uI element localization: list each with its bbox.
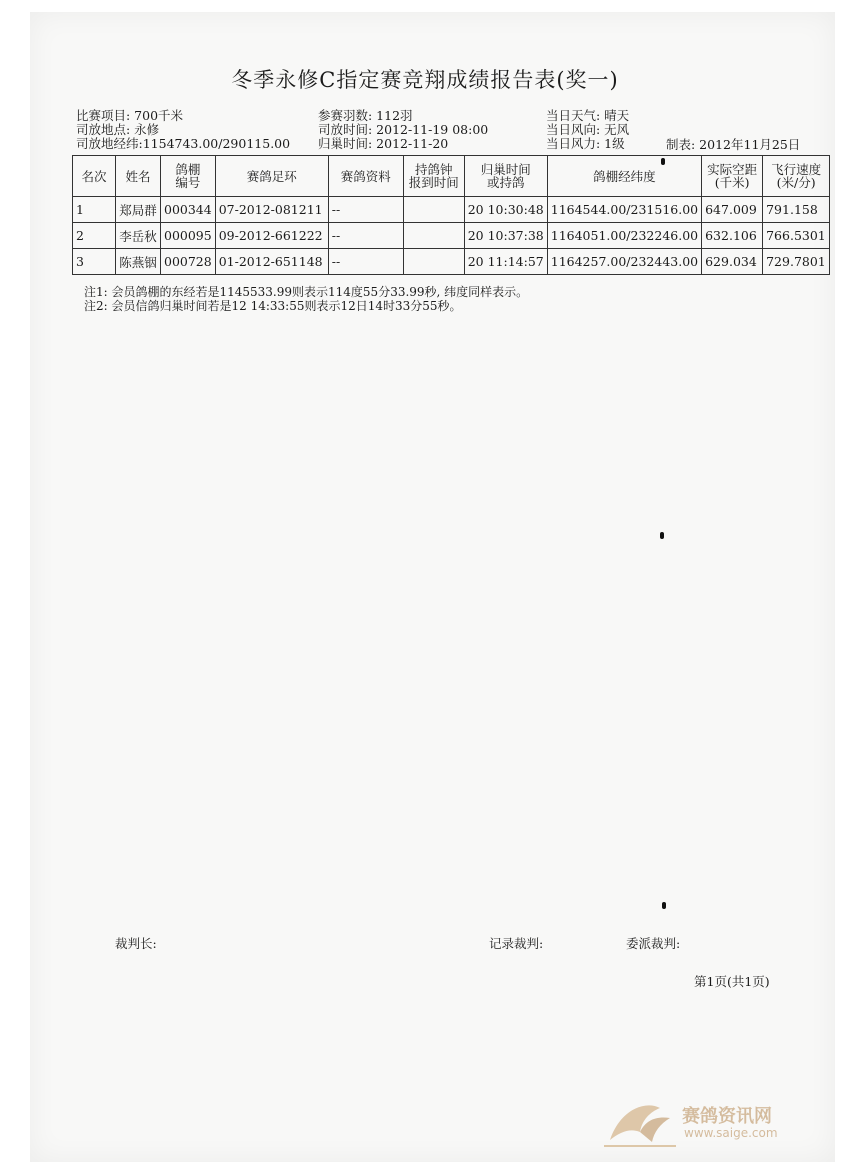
header-arrival: 归巢时间 或持鸽 — [464, 156, 547, 197]
cell-rank: 1 — [73, 197, 116, 223]
report-title: 冬季永修C指定赛竞翔成绩报告表(奖一) — [231, 68, 619, 92]
pigeon-logo-icon — [600, 1090, 680, 1150]
meta-column-left — [76, 109, 290, 151]
cell-ring: 09-2012-661222 — [215, 223, 328, 249]
cell-name: 陈燕铟 — [116, 249, 161, 275]
cell-speed: 729.7801 — [763, 249, 830, 275]
release-coords-field: 司放地经纬:1154743.00/290115.00 — [76, 136, 291, 151]
cell-coords: 1164544.00/231516.00 — [547, 197, 701, 223]
cell-name: 李岳秋 — [116, 223, 161, 249]
header-speed: 飞行速度 (米/分) — [763, 156, 830, 197]
cell-clock — [403, 197, 464, 223]
notes — [84, 285, 528, 313]
header-ring: 赛鸽足环 — [215, 156, 328, 197]
cell-speed: 766.5301 — [763, 223, 830, 249]
cell-ring: 01-2012-651148 — [215, 249, 328, 275]
page-number: 第1页(共1页) — [694, 974, 770, 989]
table-row — [73, 197, 830, 223]
release-place-field: 司放地点: 永修 — [76, 122, 160, 137]
header-rank: 名次 — [73, 156, 116, 197]
cell-clock — [403, 223, 464, 249]
table-header-row — [73, 156, 830, 197]
wind-direction-field: 当日风向: 无风 — [546, 122, 630, 137]
note-2: 注2: 会员信鸽归巢时间若是12 14:33:55则表示12日14时33分55秒。 — [84, 299, 462, 313]
table-row — [73, 249, 830, 275]
made-date: 制表: 2012年11月25日 — [666, 137, 801, 152]
cell-arrival: 20 10:30:48 — [464, 197, 547, 223]
release-time-field: 司放时间: 2012-11-19 08:00 — [318, 122, 489, 137]
results-table — [72, 155, 830, 275]
cell-ring: 07-2012-081211 — [215, 197, 328, 223]
cell-loft: 000728 — [161, 249, 216, 275]
cell-distance: 632.106 — [702, 223, 763, 249]
header-name: 姓名 — [116, 156, 161, 197]
header-info: 赛鸽资料 — [328, 156, 403, 197]
scan-speck — [662, 902, 666, 909]
cell-arrival: 20 10:37:38 — [464, 223, 547, 249]
cell-loft: 000095 — [161, 223, 216, 249]
cell-distance: 629.034 — [702, 249, 763, 275]
cell-arrival: 20 11:14:57 — [464, 249, 547, 275]
cell-coords: 1164051.00/232246.00 — [547, 223, 701, 249]
chief-judge-label: 裁判长: — [115, 936, 157, 951]
event-field: 比赛项目: 700千米 — [76, 108, 184, 123]
header-coords: 鸽棚经纬度 — [547, 156, 701, 197]
header-loft-id: 鸽棚 编号 — [161, 156, 216, 197]
cell-info: -- — [328, 249, 403, 275]
cell-loft: 000344 — [161, 197, 216, 223]
cell-clock — [403, 249, 464, 275]
watermark-text: 赛鸽资讯网 — [682, 1106, 772, 1127]
header-distance: 实际空距 (千米) — [702, 156, 763, 197]
return-time-field: 归巢时间: 2012-11-20 — [318, 136, 449, 151]
cell-info: -- — [328, 223, 403, 249]
weather-field: 当日天气: 晴天 — [546, 108, 630, 123]
entries-field: 参赛羽数: 112羽 — [318, 108, 413, 123]
watermark-url: www.saige.com — [684, 1126, 778, 1140]
note-1: 注1: 会员鸽棚的东经若是1145533.99则表示114度55分33.99秒, 纬度同样表示。 — [84, 285, 529, 299]
cell-distance: 647.009 — [702, 197, 763, 223]
scan-speck — [661, 158, 665, 165]
cell-info: -- — [328, 197, 403, 223]
meta-column-middle — [318, 109, 488, 151]
site-watermark — [600, 1090, 810, 1150]
wind-force-field: 当日风力: 1级 — [546, 136, 625, 151]
cell-rank: 3 — [73, 249, 116, 275]
cell-name: 郑局群 — [116, 197, 161, 223]
assigned-judge-label: 委派裁判: — [626, 936, 681, 951]
cell-speed: 791.158 — [763, 197, 830, 223]
header-clock: 持鸽钟 报到时间 — [403, 156, 464, 197]
meta-column-right — [546, 109, 629, 151]
scan-speck — [660, 532, 664, 539]
recorder-judge-label: 记录裁判: — [489, 936, 544, 951]
cell-rank: 2 — [73, 223, 116, 249]
table-row — [73, 223, 830, 249]
cell-coords: 1164257.00/232443.00 — [547, 249, 701, 275]
